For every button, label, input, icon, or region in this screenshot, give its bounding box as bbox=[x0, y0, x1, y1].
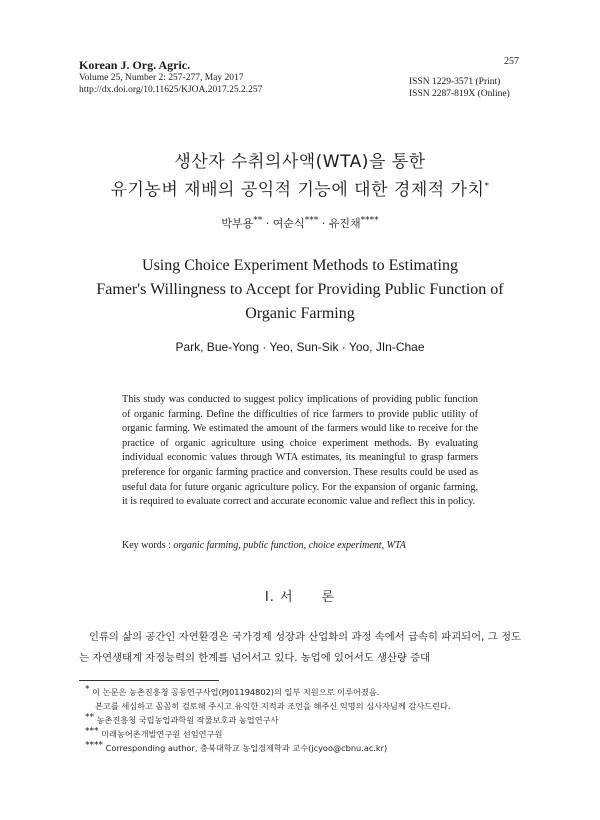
footnote-4-mark: **** bbox=[85, 740, 103, 751]
author-separator: · bbox=[321, 217, 326, 230]
keywords-values: organic farming, public function, choice experiment, WTA bbox=[173, 540, 406, 551]
korean-title-line2-text: 유기농벼 재배의 공익적 기능에 대한 경제적 가치 bbox=[110, 180, 485, 200]
author-3-mark: **** bbox=[360, 215, 379, 226]
footnote-divider bbox=[79, 680, 219, 681]
english-title-line3: Organic Farming bbox=[245, 305, 355, 322]
footnote-1-continued: 본고를 세심하고 꼼꼼히 검토해 주시고 유익한 지적과 조언을 해주신 익명의 심사자님께 감사드린다. bbox=[95, 701, 451, 711]
footnote-3-mark: *** bbox=[85, 726, 99, 737]
footnote-4 bbox=[85, 741, 525, 755]
author-1-ko: 박부용 bbox=[221, 217, 254, 230]
korean-title-line2 bbox=[0, 176, 600, 204]
issn-print: ISSN 1229-3571 (Print) bbox=[409, 77, 501, 87]
footnote-4-text: Corresponding author, 충북대학교 농업경제학과 교수(jcyoo@cbnu.ac.kr) bbox=[105, 743, 388, 753]
doi-link[interactable]: http://dx.doi.org/10.11625/KJOA.2017.25.2.257 bbox=[79, 85, 263, 95]
footnotes bbox=[85, 685, 525, 755]
volume-line: Volume 25, Number 2: 257-277, May 2017 bbox=[79, 73, 244, 83]
footnote-2 bbox=[85, 713, 525, 727]
journal-name: Korean J. Org. Agric. bbox=[79, 58, 191, 72]
abstract: This study was conducted to suggest policy implications of providing public function of organic farming. Define the difficulties of rice farmers to provide public utility of organic farming. We estimated the amount of the farmers would like to receive for the practice of organic agriculture using choice experiment methods. By evaluating individual economic values through WTA estimates, its meaningful to grasp farmers preference for organic farming practice and conversion. These results could be used as useful data for future organic agriculture policy. For the expansion of organic farming, it is required to evaluate correct and accurate economic value and reflect this in policy. bbox=[122, 394, 478, 508]
footnote-3-text: 미래농어촌개발연구원 선임연구원 bbox=[101, 729, 223, 739]
footnote-2-text: 농촌진흥청 국립농업과학원 작물보호과 농업연구사 bbox=[96, 715, 279, 725]
english-title-line2: Famer's Willingness to Accept for Providing Public Function of bbox=[96, 281, 504, 298]
keywords bbox=[122, 540, 478, 551]
author-separator: · bbox=[265, 217, 270, 230]
issn-online: ISSN 2287-819X (Online) bbox=[409, 89, 510, 99]
footnote-1 bbox=[85, 685, 525, 699]
author-1-mark: ** bbox=[253, 215, 263, 226]
footnote-1-mark: * bbox=[85, 684, 90, 695]
keywords-label: Key words : bbox=[122, 540, 174, 551]
english-title-line1: Using Choice Experiment Methods to Estimating bbox=[142, 257, 458, 274]
english-title bbox=[0, 254, 600, 326]
english-authors: Park, Bue-Yong · Yeo, Sun-Sik · Yoo, JIn-Chae bbox=[175, 340, 425, 354]
header-right bbox=[409, 56, 519, 100]
body-paragraph: 인류의 삶의 공간인 자연환경은 국가경제 성장과 산업화의 과정 속에서 급속히 파괴되어, 그 정도는 자연생태계 자정능력의 한계를 넘어서고 있다. 농업에 있어서도 생산량 증대 bbox=[79, 631, 521, 664]
korean-title-line1: 생산자 수취의사액(WTA)을 통한 bbox=[174, 152, 426, 172]
footnote-3 bbox=[85, 727, 525, 741]
korean-authors bbox=[0, 215, 600, 231]
korean-title bbox=[0, 148, 600, 204]
header-left bbox=[79, 58, 262, 96]
footnote-1-text: 이 논문은 농촌진흥청 공동연구사업(PJ01194802)의 일부 지원으로 이루어졌음. bbox=[92, 687, 380, 697]
page-number: 257 bbox=[504, 56, 519, 67]
footnote-2-mark: ** bbox=[85, 712, 94, 723]
title-footnote-mark: * bbox=[484, 181, 490, 192]
author-2-ko: 여순식 bbox=[272, 217, 305, 230]
section-heading: Ⅰ. 서 론 bbox=[264, 590, 336, 605]
author-2-mark: *** bbox=[304, 215, 319, 226]
author-3-ko: 유진채 bbox=[328, 217, 361, 230]
